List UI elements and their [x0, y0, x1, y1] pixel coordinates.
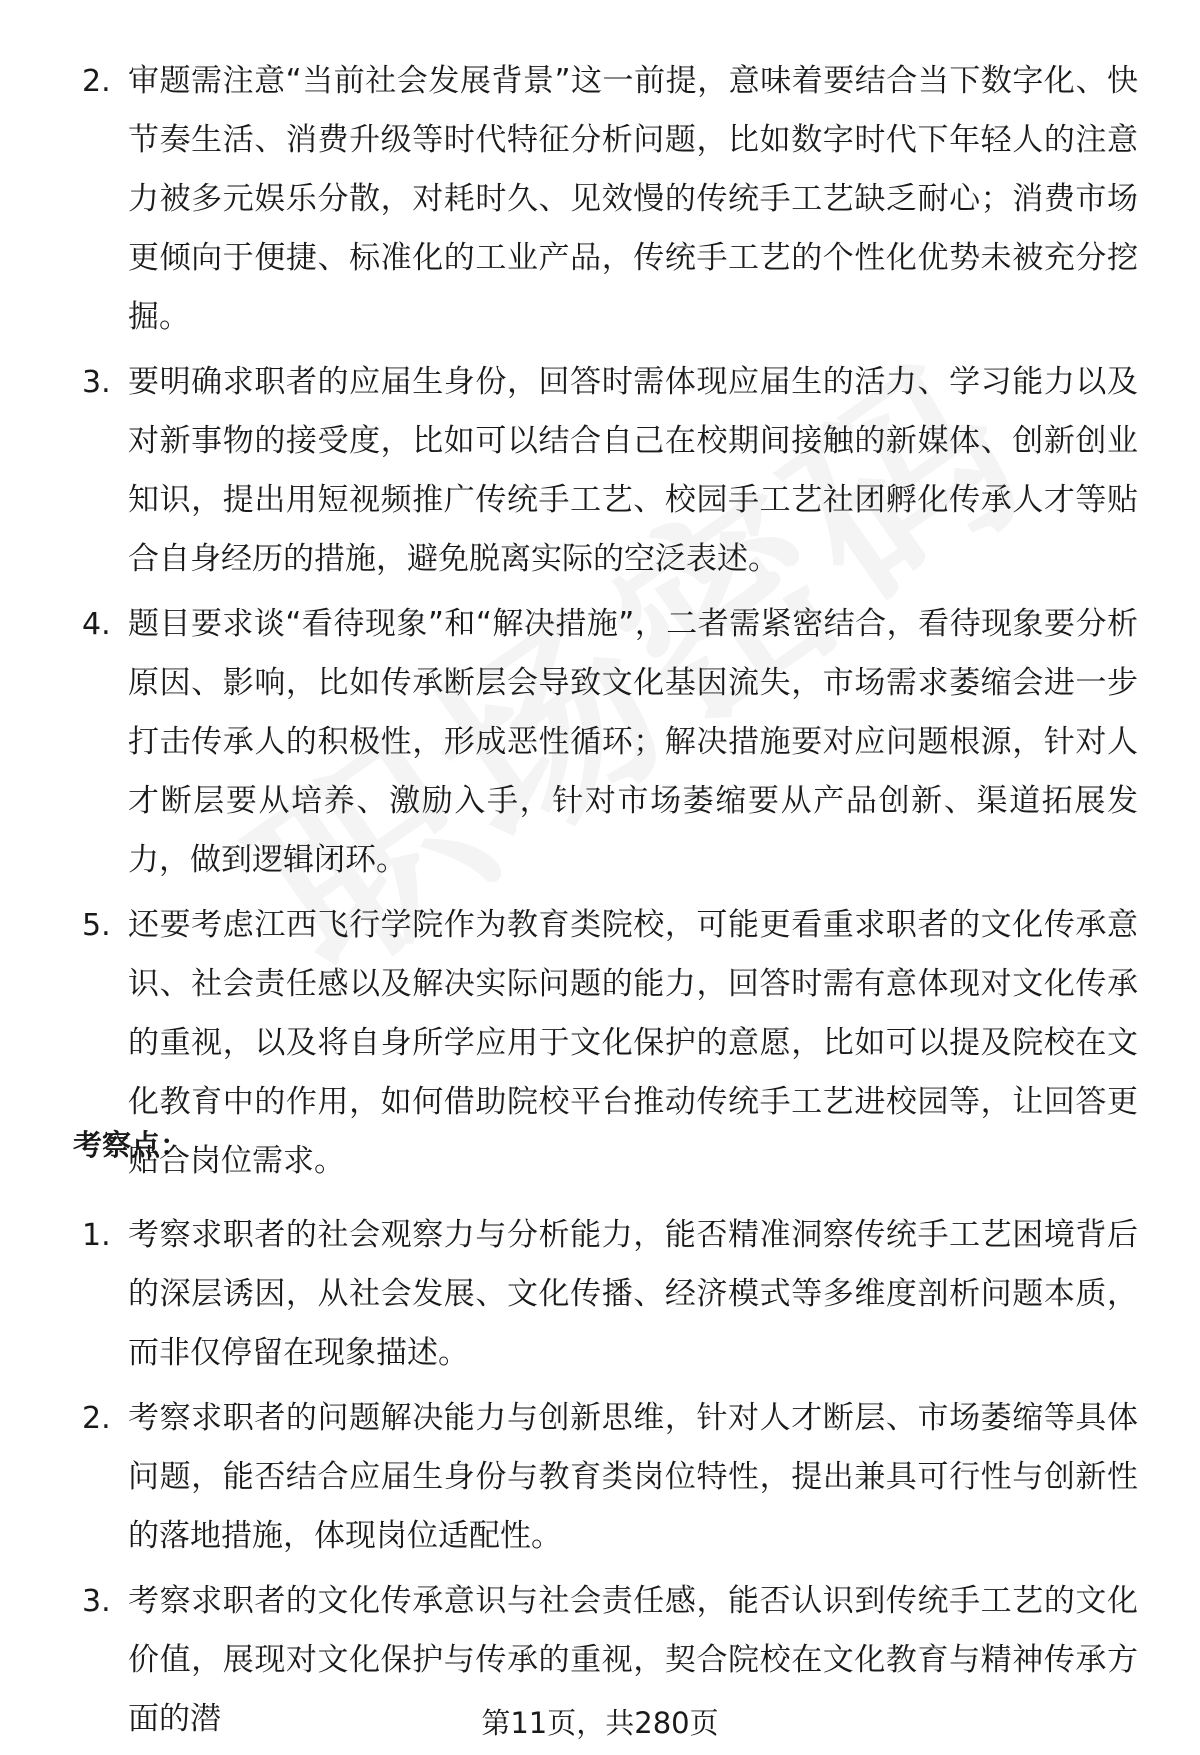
item-number: 2. [82, 64, 111, 99]
item-number: 4. [82, 607, 111, 642]
item-number: 5. [82, 908, 111, 943]
item-number: 2. [82, 1401, 111, 1436]
item-number: 3. [82, 1584, 111, 1619]
section-heading: 考察点： [73, 1128, 190, 1162]
assessment-list [0, 1206, 1200, 1755]
item-text: 考察求职者的问题解决能力与创新思维，针对人才断层、市场萎缩等具体问题，能否结合应届生身份与教育类岗位特性，提出兼具可行性与创新性的落地措施，体现岗位适配性。 [128, 1400, 1138, 1554]
item-text: 考察求职者的社会观察力与分析能力，能否精准洞察传统手工艺困境背后的深层诱因，从社会发展、文化传播、经济模式等多维度剖析问题本质，而非仅停留在现象描述。 [128, 1217, 1138, 1371]
analysis-list [0, 52, 1200, 1197]
item-text: 题目要求谈“看待现象”和“解决措施”，二者需紧密结合，看待现象要分析原因、影响，比如传承断层会导致文化基因流失，市场需求萎缩会进一步打击传承人的积极性，形成恶性循环；解决措施要对应问题根源，针对人才断层要从培养、激励入手，针对市场萎缩要从产品创新、渠道拓展发力，做到逻辑闭环。 [128, 606, 1138, 878]
list-item [0, 595, 1138, 890]
item-text: 审题需注意“当前社会发展背景”这一前提，意味着要结合当下数字化、快节奏生活、消费升级等时代特征分析问题，比如数字时代下年轻人的注意力被多元娱乐分散，对耗时久、见效慢的传统手工艺缺乏耐心；消费市场更倾向于便捷、标准化的工业产品，传统手工艺的个性化优势未被充分挖掘。 [128, 63, 1138, 335]
item-text: 还要考虑江西飞行学院作为教育类院校，可能更看重求职者的文化传承意识、社会责任感以及解决实际问题的能力，回答时需有意体现对文化传承的重视，以及将自身所学应用于文化保护的意愿，比如可以提及院校在文化教育中的作用，如何借助院校平台推动传统手工艺进校园等，让回答更贴合岗位需求。 [128, 907, 1138, 1179]
item-number: 3. [82, 365, 111, 400]
page-footer: 第11页，共280页 [481, 1706, 719, 1740]
list-item [0, 1206, 1138, 1383]
list-item [0, 52, 1138, 347]
item-text: 考察求职者的文化传承意识与社会责任感，能否认识到传统手工艺的文化价值，展现对文化保护与传承的重视，契合院校在文化教育与精神传承方面的潜 [128, 1583, 1138, 1737]
item-number: 1. [82, 1218, 111, 1253]
list-item [0, 1389, 1138, 1566]
list-item [0, 353, 1138, 589]
item-text: 要明确求职者的应届生身份，回答时需体现应届生的活力、学习能力以及对新事物的接受度，比如可以结合自己在校期间接触的新媒体、创新创业知识，提出用短视频推广传统手工艺、校园手工艺社团孵化传承人才等贴合自身经历的措施，避免脱离实际的空泛表述。 [128, 364, 1138, 577]
